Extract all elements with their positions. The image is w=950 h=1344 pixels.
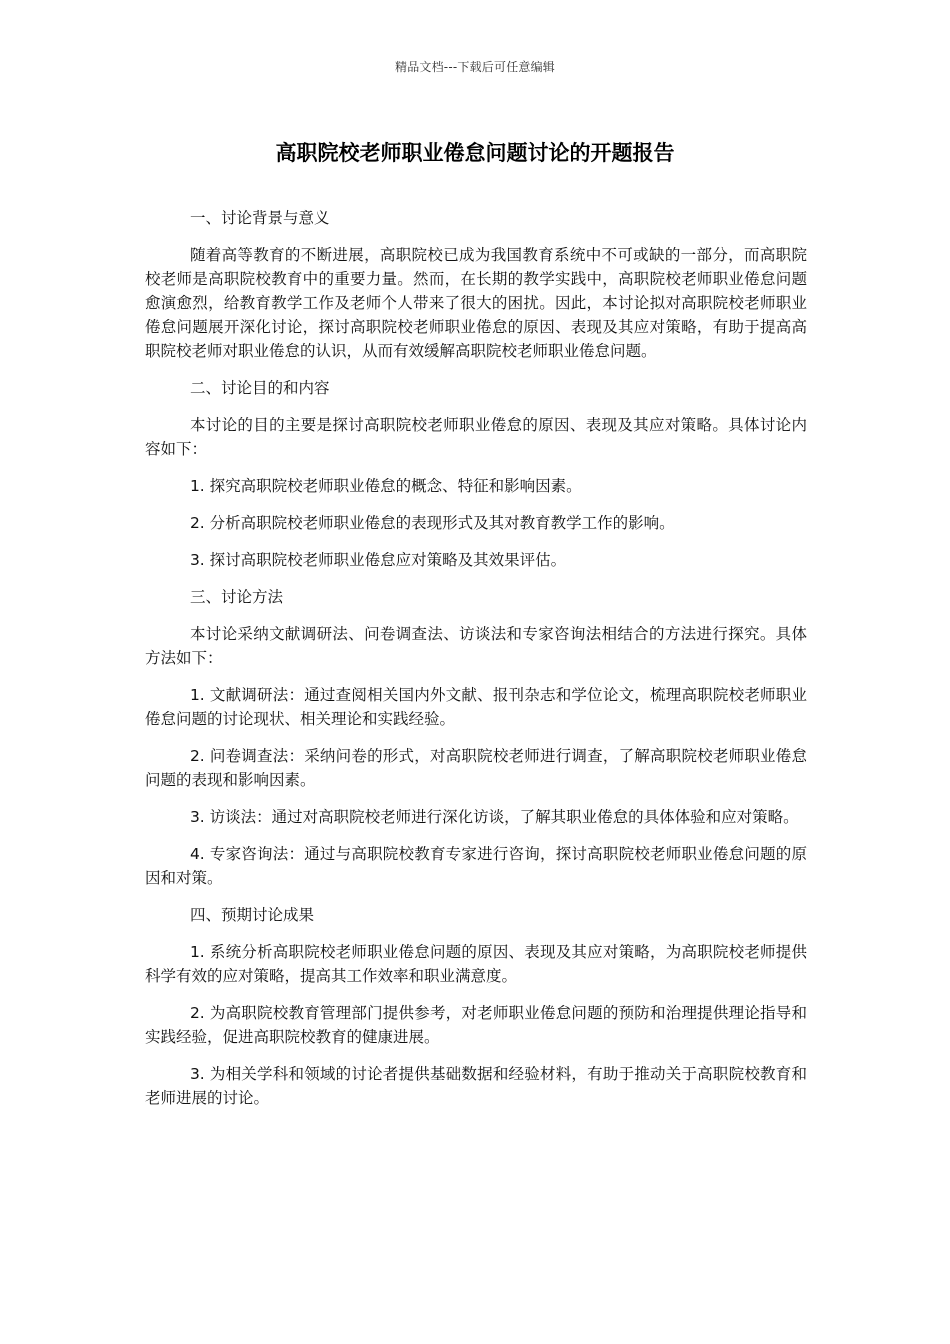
list-item-outcome-3: 3. 为相关学科和领域的讨论者提供基础数据和经验材料，有助于推动关于高职院校教育和老师进展的讨论。 (145, 1065, 807, 1107)
list-item-method-1: 1. 文献调研法：通过查阅相关国内外文献、报刊杂志和学位论文，梳理高职院校老师职业倦怠问题的讨论现状、相关理论和实践经验。 (145, 686, 807, 728)
paragraph-background: 随着高等教育的不断进展，高职院校已成为我国教育系统中不可或缺的一部分，而高职院校老师是高职院校教育中的重要力量。然而，在长期的教学实践中，高职院校老师职业倦怠问题愈演愈烈，给教育教学工作及老师个人带来了很大的困扰。因此，本讨论拟对高职院校老师职业倦怠问题展开深化讨论，探讨高职院校老师职业倦怠的原因、表现及其应对策略，有助于提高高职院校老师对职业倦怠的认识，从而有效缓解高职院校老师职业倦怠问题。 (145, 246, 807, 360)
document-body (145, 206, 807, 1123)
list-item-method-2: 2. 问卷调查法：采纳问卷的形式，对高职院校老师进行调查，了解高职院校老师职业倦怠问题的表现和影响因素。 (145, 747, 807, 789)
paragraph-methods: 本讨论采纳文献调研法、问卷调查法、访谈法和专家咨询法相结合的方法进行探究。具体方法如下： (145, 625, 807, 667)
section-heading-background: 一、讨论背景与意义 (189, 209, 330, 227)
list-item-purpose-1: 1. 探究高职院校老师职业倦怠的概念、特征和影响因素。 (189, 477, 582, 495)
section-heading-outcomes: 四、预期讨论成果 (189, 906, 314, 924)
list-item-outcome-1: 1. 系统分析高职院校老师职业倦怠问题的原因、表现及其应对策略，为高职院校老师提供科学有效的应对策略，提高其工作效率和职业满意度。 (145, 943, 807, 985)
paragraph-purpose: 本讨论的目的主要是探讨高职院校老师职业倦怠的原因、表现及其应对策略。具体讨论内容如下： (145, 416, 807, 458)
list-item-purpose-2: 2. 分析高职院校老师职业倦怠的表现形式及其对教育教学工作的影响。 (189, 514, 675, 532)
section-heading-methods: 三、讨论方法 (189, 588, 283, 606)
list-item-method-3: 3. 访谈法：通过对高职院校老师进行深化访谈，了解其职业倦怠的具体体验和应对策略。 (189, 808, 799, 826)
document-header-note: 精品文档---下载后可任意编辑 (395, 60, 555, 74)
list-item-purpose-3: 3. 探讨高职院校老师职业倦怠应对策略及其效果评估。 (189, 551, 567, 569)
list-item-outcome-2: 2. 为高职院校教育管理部门提供参考，对老师职业倦怠问题的预防和治理提供理论指导和实践经验，促进高职院校教育的健康进展。 (145, 1004, 807, 1046)
list-item-method-4: 4. 专家咨询法：通过与高职院校教育专家进行咨询，探讨高职院校老师职业倦怠问题的原因和对策。 (145, 845, 807, 887)
document-title: 高职院校老师职业倦怠问题讨论的开题报告 (275, 141, 675, 165)
section-heading-purpose: 二、讨论目的和内容 (189, 379, 330, 397)
